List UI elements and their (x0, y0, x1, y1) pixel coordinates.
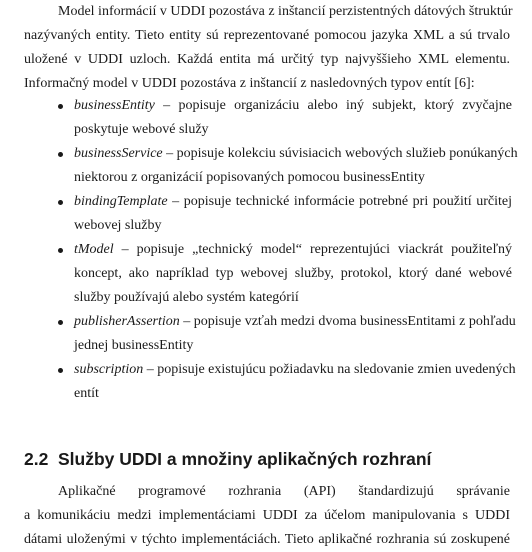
entity-term: businessEntity (74, 98, 155, 113)
list-item-text: – popisuje kolekciu súvisiacich webových služieb ponúkaných (166, 146, 518, 161)
section-number: 2.2 (24, 449, 49, 469)
outro-line: dátami uloženými v týchto implementáciách. Tieto aplikačné rozhrania sú zoskupené (24, 532, 510, 547)
list-item-line: jednej businessEntity (74, 338, 194, 353)
entity-term: publisherAssertion (74, 314, 180, 329)
entity-term: subscription (74, 362, 144, 377)
list-item-line: poskytuje webové služy (74, 122, 209, 137)
intro-line: Model informácií v UDDI pozostáva z inštancií perzistentných dátových štruktúr (58, 4, 513, 19)
list-item (24, 190, 512, 238)
bullet-icon (58, 248, 63, 253)
list-item-text: – popisuje organizáciu alebo iný subjekt, ktorý zvyčajne (163, 98, 513, 113)
bullet-icon (58, 368, 63, 373)
intro-line: nazývaných entity. Tieto entity sú reprezentované pomocou jazyka XML a sú trvalo (24, 28, 510, 43)
list-item-line (74, 94, 512, 118)
intro-paragraph (24, 0, 513, 96)
bullet-icon (58, 152, 63, 157)
bullet-icon (58, 104, 63, 109)
list-item-line: webovej služby (74, 218, 162, 233)
intro-line: uložené v UDDI uzloch. Každá entita má určitý typ najvyššieho XML elementu. (24, 52, 510, 67)
list-item (24, 358, 516, 406)
list-item-line (74, 358, 516, 382)
bullet-icon (58, 200, 63, 205)
list-item-line: niektorou z organizácií popisovaných pomocou businessEntity (74, 170, 425, 185)
list-item-text: – popisuje „technický model“ reprezentujúci viackrát použiteľný (121, 242, 513, 257)
list-item (24, 94, 512, 142)
entity-term: tModel (74, 242, 114, 257)
list-item-line (74, 310, 516, 334)
entity-type-list (24, 94, 518, 406)
list-item-line (74, 142, 518, 166)
list-item-line: entít (74, 386, 99, 401)
list-item-text: – popisuje vzťah medzi dvoma businessEntitami z pohľadu (183, 314, 516, 329)
list-item-line: koncept, ako napríklad typ webovej služby, protokol, ktorý dané webové (74, 266, 512, 281)
list-item (24, 310, 516, 358)
list-item-line (74, 190, 512, 214)
outro-paragraph (24, 480, 510, 552)
list-item (24, 238, 512, 310)
list-item-text: – popisuje existujúcu požiadavku na sledovanie zmien uvedených (146, 362, 516, 377)
section-title: Služby UDDI a množiny aplikačných rozhraní (58, 449, 432, 469)
section-heading (24, 447, 431, 471)
intro-line: Informačný model v UDDI pozostáva z inštancií z nasledovných typov entít [6]: (24, 76, 475, 91)
list-item-line: služby používajú alebo systém kategórií (74, 290, 299, 305)
list-item-line (74, 238, 512, 262)
outro-line: Aplikačné programové rozhrania (API) štandardizujú správanie (58, 484, 510, 499)
entity-term: businessService (74, 146, 163, 161)
bullet-icon (58, 320, 63, 325)
entity-term: bindingTemplate (74, 194, 168, 209)
list-item (24, 142, 518, 190)
outro-line: a komunikáciu medzi implementáciami UDDI za účelom manipulovania s UDDI (24, 508, 510, 523)
list-item-text: – popisuje technické informácie potrebné pri použití určitej (172, 194, 512, 209)
